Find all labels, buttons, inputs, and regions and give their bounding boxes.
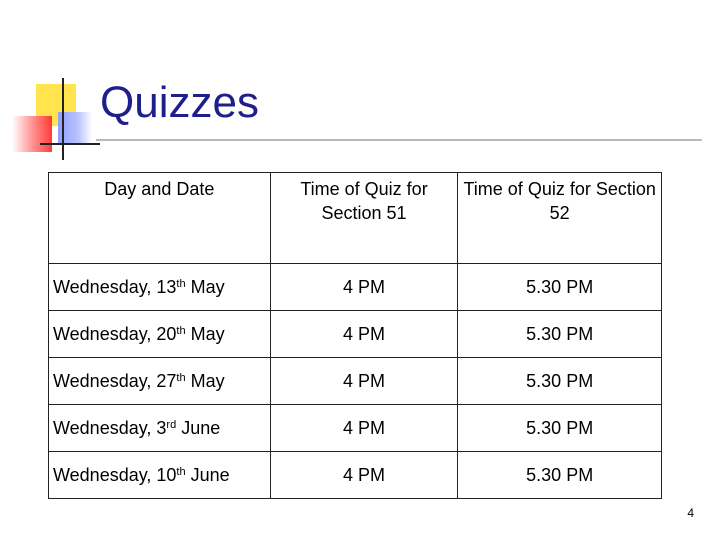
section-52-time-cell: 5.30 PM [458,264,662,311]
page-number: 4 [687,506,694,520]
table-row [49,405,662,452]
quiz-schedule-table [48,172,662,499]
section-51-time-cell: 4 PM [270,405,458,452]
day-date-cell: Wednesday, 13th May [49,264,271,311]
table-row [49,264,662,311]
table-row [49,311,662,358]
decor-red-square [12,116,52,152]
decor-vertical-line [62,78,64,160]
section-51-time-cell: 4 PM [270,264,458,311]
section-51-time-cell: 4 PM [270,358,458,405]
section-52-time-cell: 5.30 PM [458,358,662,405]
table-row [49,452,662,499]
table-row [49,358,662,405]
day-date-cell: Wednesday, 20th May [49,311,271,358]
header-section-51: Time of Quiz for Section 51 [270,173,458,264]
header-section-52: Time of Quiz for Section 52 [458,173,662,264]
title-underline [96,139,702,141]
day-date-cell: Wednesday, 27th May [49,358,271,405]
day-date-cell: Wednesday, 10th June [49,452,271,499]
table-header-row [49,173,662,264]
section-52-time-cell: 5.30 PM [458,452,662,499]
header-day-date: Day and Date [49,173,271,264]
section-52-time-cell: 5.30 PM [458,405,662,452]
day-date-cell: Wednesday, 3rd June [49,405,271,452]
section-51-time-cell: 4 PM [270,452,458,499]
decor-horizontal-line [40,143,100,145]
section-51-time-cell: 4 PM [270,311,458,358]
section-52-time-cell: 5.30 PM [458,311,662,358]
slide-title: Quizzes [100,78,259,127]
